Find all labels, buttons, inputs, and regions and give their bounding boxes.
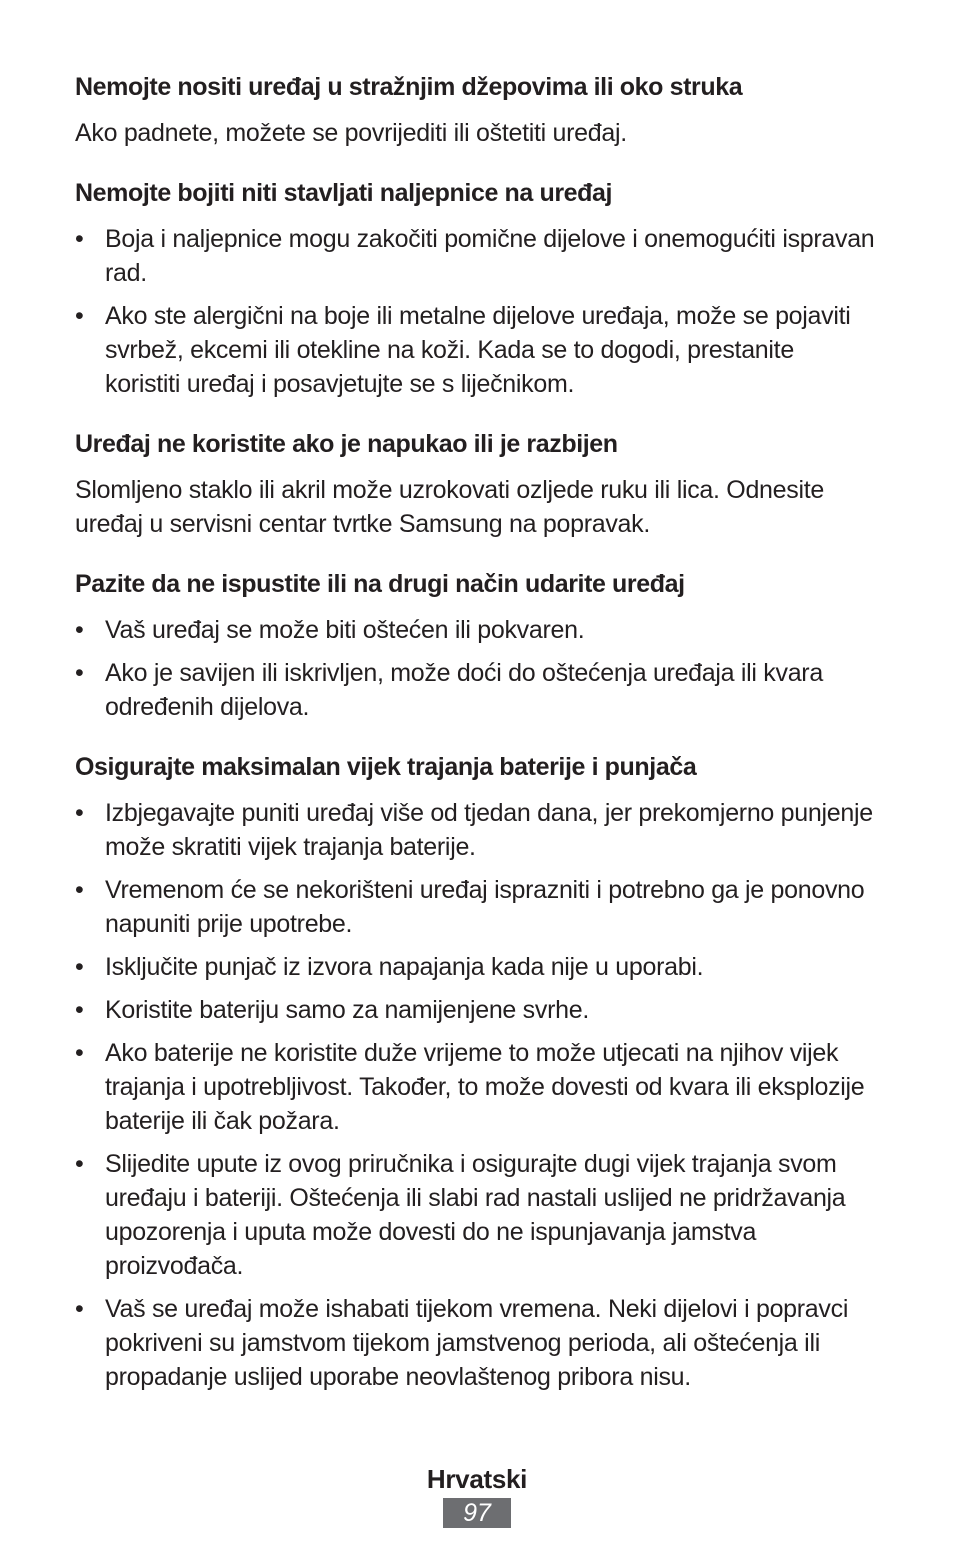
section-heading: Nemojte bojiti niti stavljati naljepnice na uređaj — [75, 179, 613, 207]
list-item — [75, 299, 875, 401]
section-heading: Uređaj ne koristite ako je napukao ili je razbijen — [75, 430, 618, 458]
bullet-icon: • — [75, 659, 84, 687]
bullet-icon: • — [75, 1150, 84, 1178]
list-item — [75, 1292, 875, 1394]
page-footer — [0, 1462, 954, 1528]
list-item-text: Boja i naljepnice mogu zakočiti pomične dijelove i onemogućiti ispravan rad. — [105, 225, 875, 287]
list-item — [75, 993, 875, 1027]
bullet-icon: • — [75, 1295, 84, 1323]
list-item-text: Ako ste alergični na boje ili metalne dijelove uređaja, može se pojaviti svrbež, ekcemi ili otekline na koži. Kada se to dogodi, prestanite koristiti uređaj i posavjetujte se s liječnikom. — [105, 302, 851, 398]
section-drop-device — [75, 567, 875, 724]
bullet-list — [75, 222, 875, 401]
list-item-text: Vaš uređaj se može biti oštećen ili pokvaren. — [105, 616, 585, 644]
section-paragraph: Ako padnete, možete se povrijediti ili oštetiti uređaj. — [75, 119, 627, 147]
section-battery-life — [75, 750, 875, 1394]
section-heading: Pazite da ne ispustite ili na drugi način udarite uređaj — [75, 570, 685, 598]
section-heading: Osigurajte maksimalan vijek trajanja baterije i punjača — [75, 753, 697, 781]
list-item-text: Vremenom će se nekorišteni uređaj isprazniti i potrebno ga je ponovno napuniti prije upotrebe. — [105, 876, 865, 938]
bullet-list — [75, 613, 875, 724]
list-item — [75, 656, 875, 724]
bullet-list — [75, 796, 875, 1394]
section-paint-stickers — [75, 176, 875, 401]
list-item — [75, 1147, 875, 1283]
list-item — [75, 873, 875, 941]
list-item-text: Koristite bateriju samo za namijenjene svrhe. — [105, 996, 589, 1024]
list-item-text: Ako je savijen ili iskrivljen, može doći do oštećenja uređaja ili kvara određenih dijelova. — [105, 659, 823, 721]
bullet-icon: • — [75, 616, 84, 644]
list-item-text: Ako baterije ne koristite duže vrijeme to može utjecati na njihov vijek trajanja i upotrebljivost. Također, to može dovesti od kvara ili eksplozije baterije ili čak požara. — [105, 1039, 865, 1135]
section-paragraph: Slomljeno staklo ili akril može uzrokovati ozljede ruku ili lica. Odnesite uređaj u servisni centar tvrtke Samsung na popravak. — [75, 476, 824, 538]
bullet-icon: • — [75, 799, 84, 827]
list-item-text: Vaš se uređaj može ishabati tijekom vremena. Neki dijelovi i popravci pokriveni su jamstvom tijekom jamstvenog perioda, ali oštećenja ili propadanje uslijed uporabe neovlaštenog pribora nisu. — [105, 1295, 849, 1391]
list-item-text: Isključite punjač iz izvora napajanja kada nije u uporabi. — [105, 953, 704, 981]
list-item-text: Slijedite upute iz ovog priručnika i osigurajte dugi vijek trajanja svom uređaju i bateriji. Oštećenja ili slabi rad nastali uslijed ne pridržavanja upozorenja i uputa može dovesti do ne ispunjavanja jamstva proizvođača. — [105, 1150, 846, 1280]
list-item — [75, 796, 875, 864]
bullet-icon: • — [75, 302, 84, 330]
bullet-icon: • — [75, 996, 84, 1024]
bullet-icon: • — [75, 876, 84, 904]
page-number-badge: 97 — [443, 1498, 511, 1528]
section-cracked-device — [75, 427, 875, 541]
bullet-icon: • — [75, 1039, 84, 1067]
bullet-icon: • — [75, 953, 84, 981]
list-item — [75, 613, 875, 647]
list-item — [75, 950, 875, 984]
footer-language-label: Hrvatski — [426, 1464, 528, 1494]
bullet-icon: • — [75, 225, 84, 253]
list-item — [75, 1036, 875, 1138]
section-back-pocket — [75, 70, 875, 150]
list-item-text: Izbjegavajte puniti uređaj više od tjedan dana, jer prekomjerno punjenje može skratiti vijek trajanja baterije. — [105, 799, 873, 861]
section-heading: Nemojte nositi uređaj u stražnjim džepovima ili oko struka — [75, 73, 743, 101]
list-item — [75, 222, 875, 290]
document-page — [75, 70, 875, 1420]
